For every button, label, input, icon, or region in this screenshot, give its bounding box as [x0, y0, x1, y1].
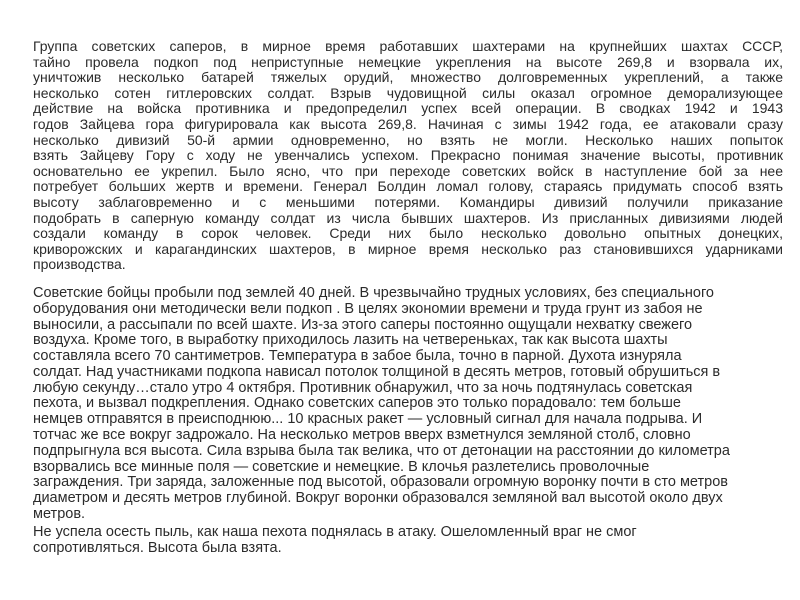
text-line: действие на войска противника и предопределил успех всей операции. В сводках 1942 и 1943 — [33, 100, 783, 117]
text-line: создали команду в сорок человек. Среди них было несколько довольно опытных донецких, — [33, 225, 783, 242]
text-line: тотчас же все вокруг задрожало. На несколько метров вверх взметнулся земляной столб, словно — [33, 427, 691, 444]
text-line: высоту заблаговременно и с меньшими потерями. Командиры дивизий получили приказание — [33, 193, 783, 210]
document-body — [33, 39, 783, 556]
text-line: Группа советских саперов, в мирное время работавших шахтерами на крупнейших шахтах СССР, — [33, 38, 783, 54]
text-line: составляла всего 70 сантиметров. Температура в забое была, точно в парной. Духота изнуряла — [33, 348, 682, 365]
paragraph-tunnel-and-explosion — [33, 286, 783, 523]
text-line: диаметром и десять метров глубиной. Вокруг воронки образовался земляной вал высотой около двух — [33, 490, 723, 507]
text-line: несколько дивизий 50-й армии одновременно, но взять не могли. Несколько наших попыток — [33, 131, 783, 148]
text-line: подобрать в саперную команду солдат из числа бывших шахтеров. Из присланных дивизиями людей — [33, 209, 783, 226]
text-line: производства. — [33, 256, 126, 273]
text-line: подпрыгнула вся высота. Сила взрыва была так велика, что от детонации на расстоянии до километра — [33, 442, 730, 459]
text-line: взять Зайцеву Гору с ходу не увенчались успехом. Прекрасно понимая значение высоты, противник — [33, 147, 783, 164]
text-line: солдат. Над участниками подкопа нависал потолок толщиной в десять метров, готовый обрушиться в — [33, 363, 721, 380]
text-line: заграждения. Три заряда, заложенные под высотой, образовали огромную воронку почти в сто метров — [33, 474, 728, 491]
text-line: пехота, и вызвал подкрепления. Однако советских саперов это только порадовало: тем больше — [33, 395, 681, 412]
text-line: криворожских и карагандинских шахтеров, в мирное время несколько раз становившихся ударниками — [33, 240, 783, 257]
text-line: метров. — [33, 506, 86, 523]
text-line: уничтожив несколько батарей тяжелых орудий, множество долговременных укреплений, а также — [33, 69, 783, 86]
text-line: основательно ее укрепил. Было ясно, что при переходе советских войск в наступление бой за нее — [33, 162, 783, 179]
text-line: потребует больших жертв и времени. Генерал Болдин ломал голову, стараясь придумать способ взять — [33, 178, 783, 195]
text-line: выносили, а рассыпали по всей шахте. Из-за этого саперы постоянно ощущали нехватку свежего — [33, 316, 693, 333]
text-line: любую секунду…стало утро 4 октября. Противник обнаружил, что за ночь подтянулась советская — [33, 379, 693, 396]
text-line: взорвались все минные поля — советские и немецкие. В клочья разлетелись проволочные — [33, 458, 650, 475]
text-line: Не успела осесть пыль, как наша пехота поднялась в атаку. Ошеломленный враг не смог — [33, 523, 637, 540]
text-line: сопротивляться. Высота была взята. — [33, 539, 282, 556]
text-line: тайно провела подкоп под неприступные немецкие укрепления на высоте 269,8 и взорвала их, — [33, 53, 783, 70]
text-line: несколько сотен гитлеровских солдат. Взрыв чудовищной силы оказал огромное деморализующее — [33, 84, 783, 101]
text-line: годов Зайцева гора фигурировала как высота 269,8. Начиная с зимы 1942 года, ее атаковали сразу — [33, 115, 783, 132]
text-line: воздуха. Кроме того, в выработку приходилось лазить на четвереньках, так как высота шахты — [33, 332, 668, 349]
paragraph-height-taken — [33, 525, 783, 557]
text-line: оборудования они методически вели подкоп . В целях экономии времени и труда грунт из забоя не — [33, 300, 703, 317]
text-line: немцев отправятся в преисподнюю... 10 красных ракет — условный сигнал для начала подрыва. И — [33, 411, 703, 428]
text-line: Советские бойцы пробыли под землей 40 дней. В чрезвычайно трудных условиях, без специального — [33, 284, 714, 301]
paragraph-sappers-intro — [33, 39, 783, 273]
